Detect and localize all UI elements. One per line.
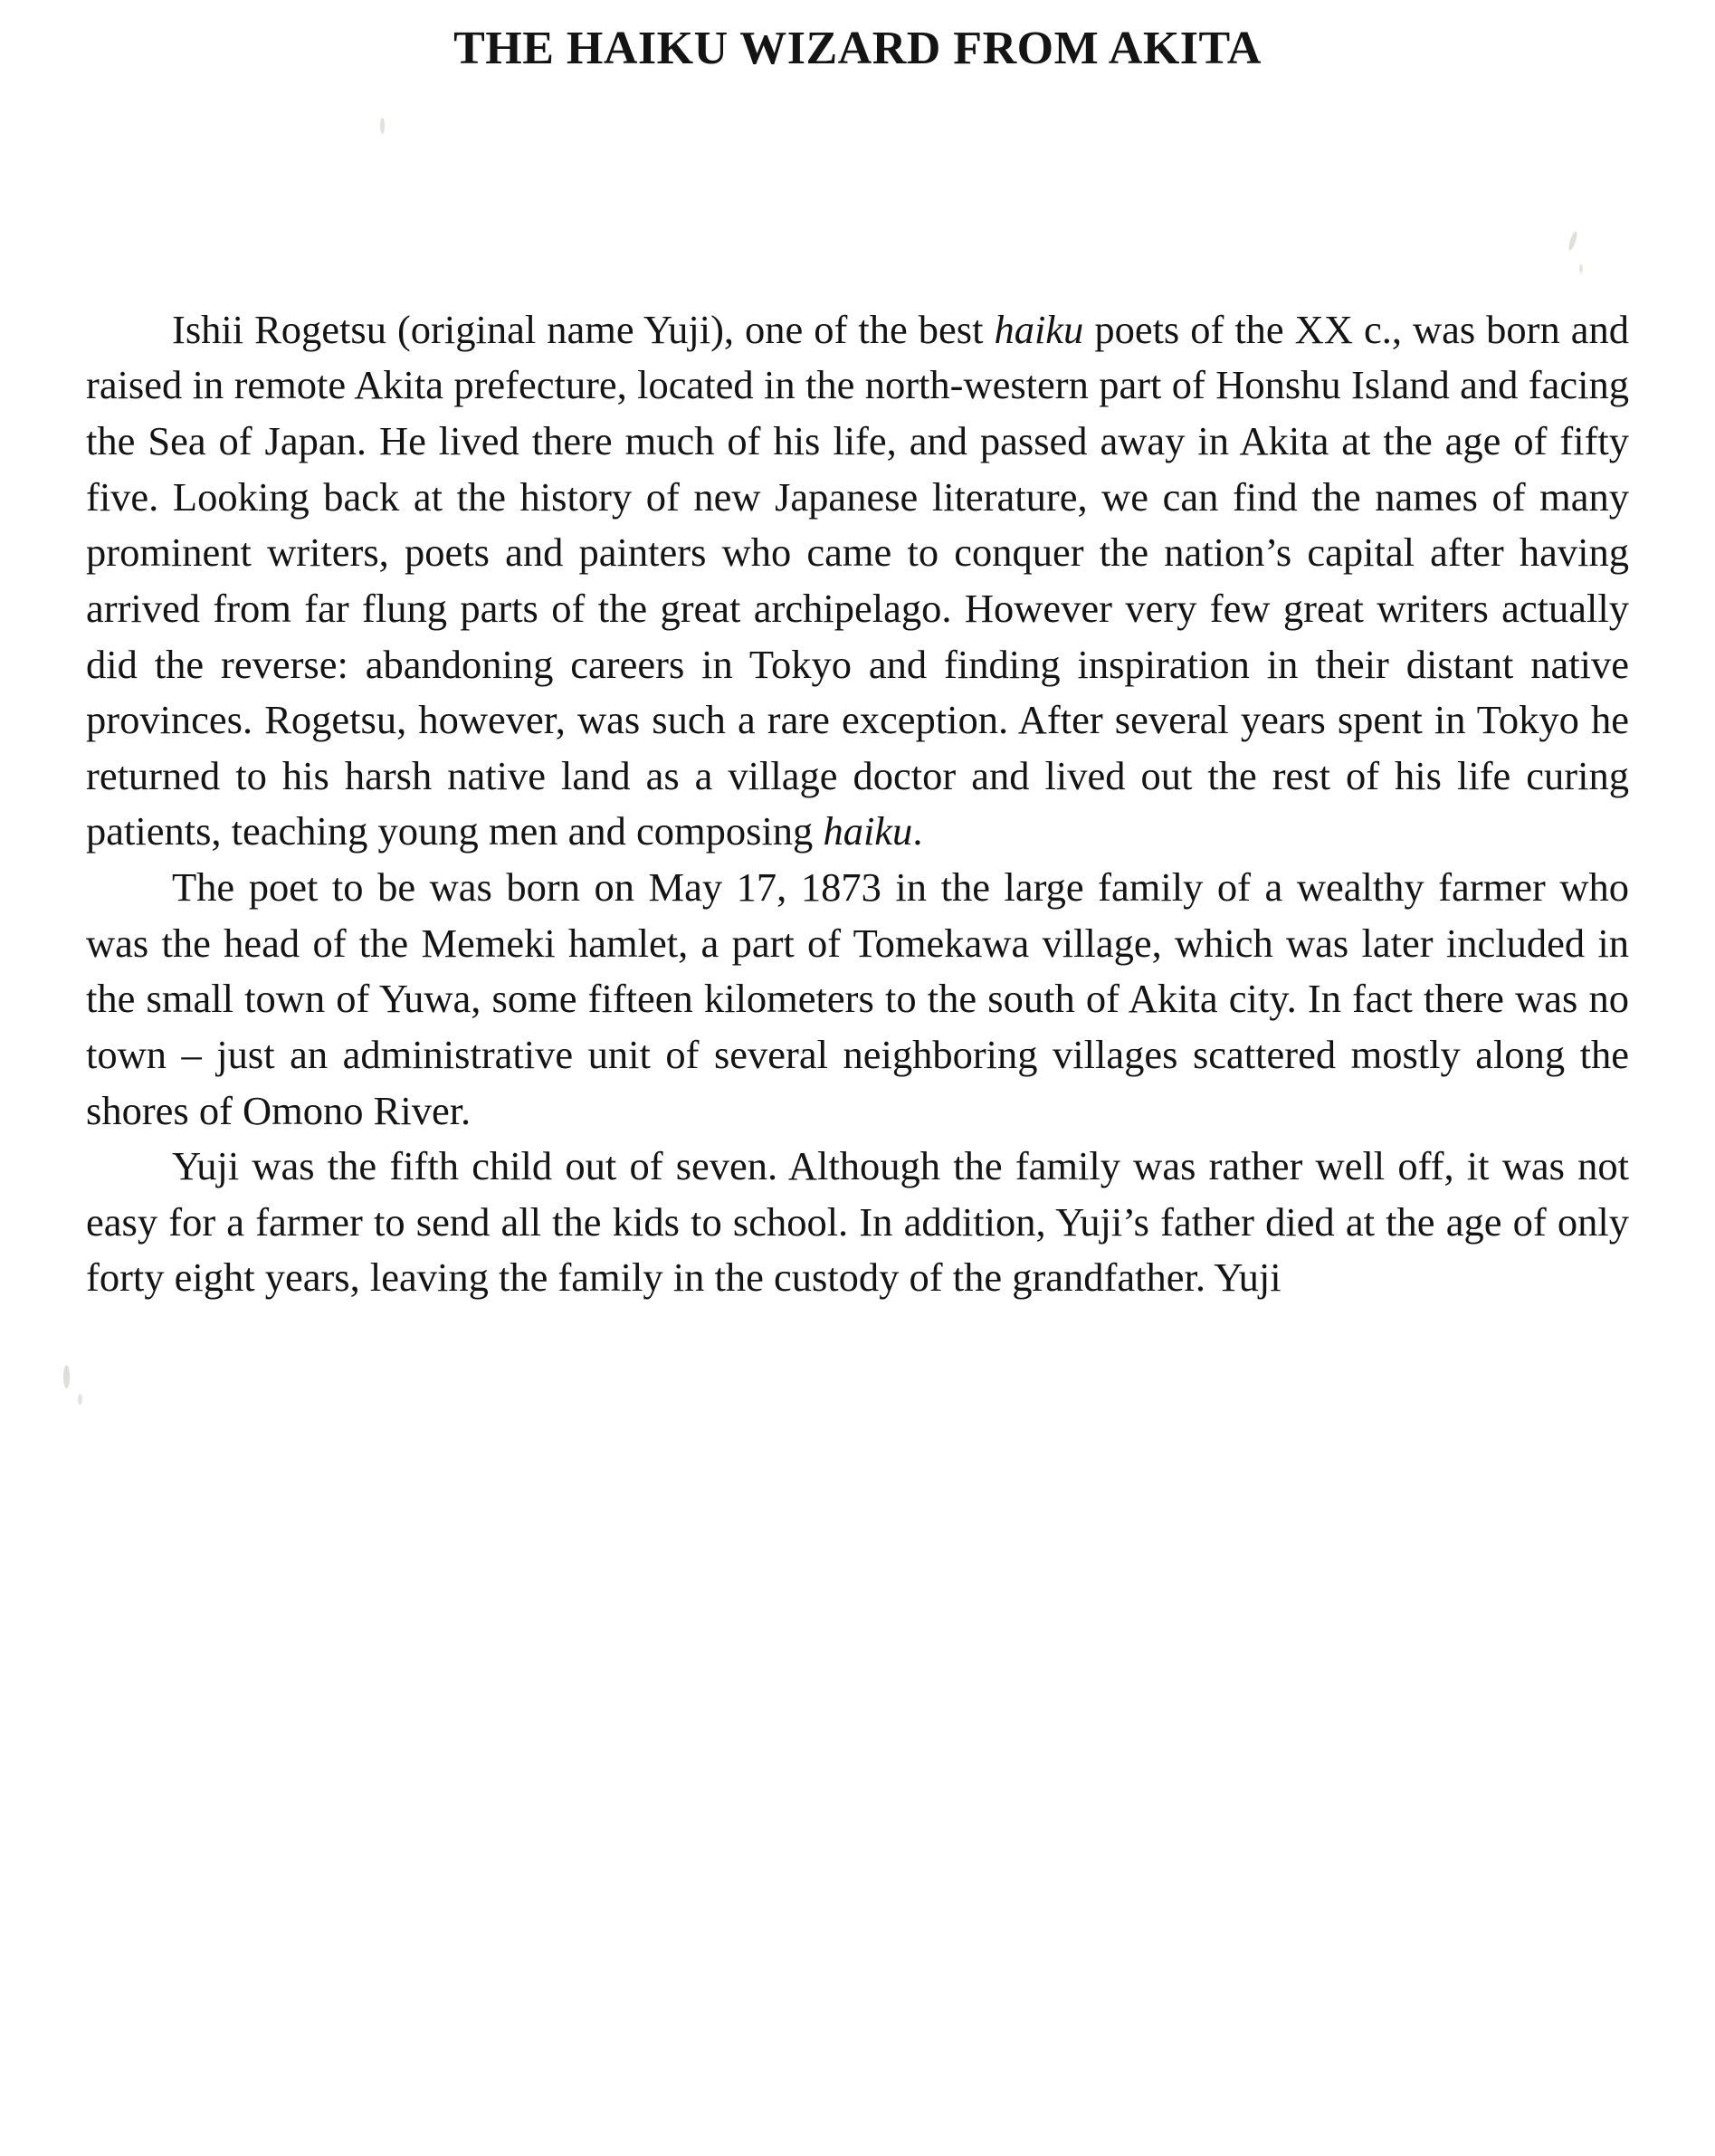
- paragraph: The poet to be was born on May 17, 1873 in the large family of a wealthy farmer who was the head of the Memeki hamlet, a part of Tomekawa village, which was later included in the small town of Yuwa, some fifteen kilometers to the south of Akita city. In fact there was no town – just an administrative unit of several neighboring villages scattered mostly along the shores of Omono River.: [86, 864, 1629, 1133]
- page-title: THE HAIKU WIZARD FROM AKITA: [453, 23, 1262, 74]
- paragraph: Yuji was the fifth child out of seven. Although the family was rather well off, it was not easy for a farmer to send all the kids to school. In addition, Yuji’s father died at the age of only forty eight years, leaving the family in the custody of the grandfather. Yuji: [86, 1143, 1629, 1301]
- scan-speckle: [78, 1394, 82, 1405]
- scan-speckle: [63, 1365, 70, 1388]
- article-body: [86, 302, 1629, 1306]
- paragraph: Ishii Rogetsu (original name Yuji), one of the best haiku poets of the XX c., was born and raised in remote Akita prefecture, located in the north-western part of Honshu Island and facing the Sea of Japan. He lived there much of his life, and passed away in Akita at the age of fifty five. Looking back at the history of new Japanese literature, we can find the names of many prominent writers, poets and painters who came to conquer the nation’s capital after having arrived from far flung parts of the great archipelago. However very few great writers actually did the reverse: abandoning careers in Tokyo and finding inspiration in their distant native provinces. Rogetsu, however, was such a rare exception. After several years spent in Tokyo he returned to his harsh native land as a village doctor and lived out the rest of his life curing patients, teaching young men and composing haiku.: [86, 306, 1629, 854]
- title-block: [86, 16, 1629, 302]
